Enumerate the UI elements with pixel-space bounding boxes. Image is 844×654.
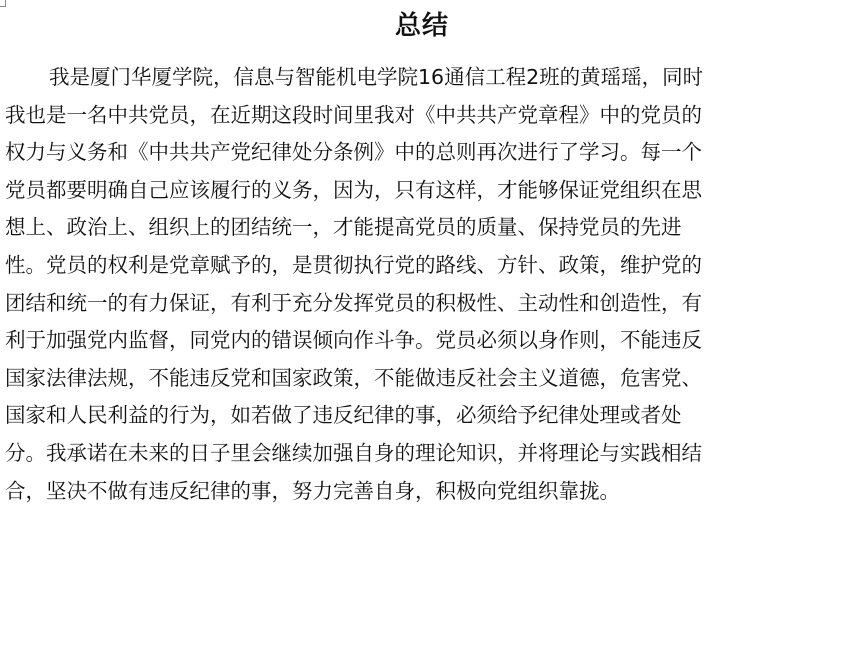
body-line-2: 我也是一名中共党员，在近期这段时间里我对《中共共产党章程》中的党员的 xyxy=(5,102,702,127)
body-line-4: 党员都要明确自己应该履行的义务，因为，只有这样，才能够保证党组织在思 xyxy=(5,177,702,202)
body-line-8: 利于加强党内监督，同党内的错误倾向作斗争。党员必须以身作则，不能违反 xyxy=(5,328,702,353)
body-line-5: 想上、政治上、组织上的团结统一，才能提高党员的质量、保持党员的先进 xyxy=(5,215,682,240)
body-line-1: 我是厦门华厦学院，信息与智能机电学院16通信工程2班的黄瑶瑶，同时 xyxy=(49,65,704,89)
body-line-7: 团结和统一的有力保证，有利于充分发挥党员的积极性、主动性和创造性，有 xyxy=(5,290,702,315)
body-line-10: 国家和人民利益的行为，如若做了违反纪律的事，必须给予纪律处理或者处 xyxy=(5,403,682,428)
body-line-9: 国家法律法规，不能违反党和国家政策，不能做违反社会主义道德，危害党、 xyxy=(5,365,702,390)
document-body xyxy=(5,59,839,510)
body-line-6: 性。党员的权利是党章赋予的，是贯彻执行党的路线、方针、政策，维护党的 xyxy=(5,252,702,277)
document-title: 总结 xyxy=(394,11,449,41)
body-line-12: 合，坚决不做有违反纪律的事，努力完善自身，积极向党组织靠拢。 xyxy=(5,478,620,503)
body-line-3: 权力与义务和《中共共产党纪律处分条例》中的总则再次进行了学习。每一个 xyxy=(5,140,702,165)
body-line-11: 分。我承诺在未来的日子里会继续加强自身的理论知识，并将理论与实践相结 xyxy=(5,440,702,465)
